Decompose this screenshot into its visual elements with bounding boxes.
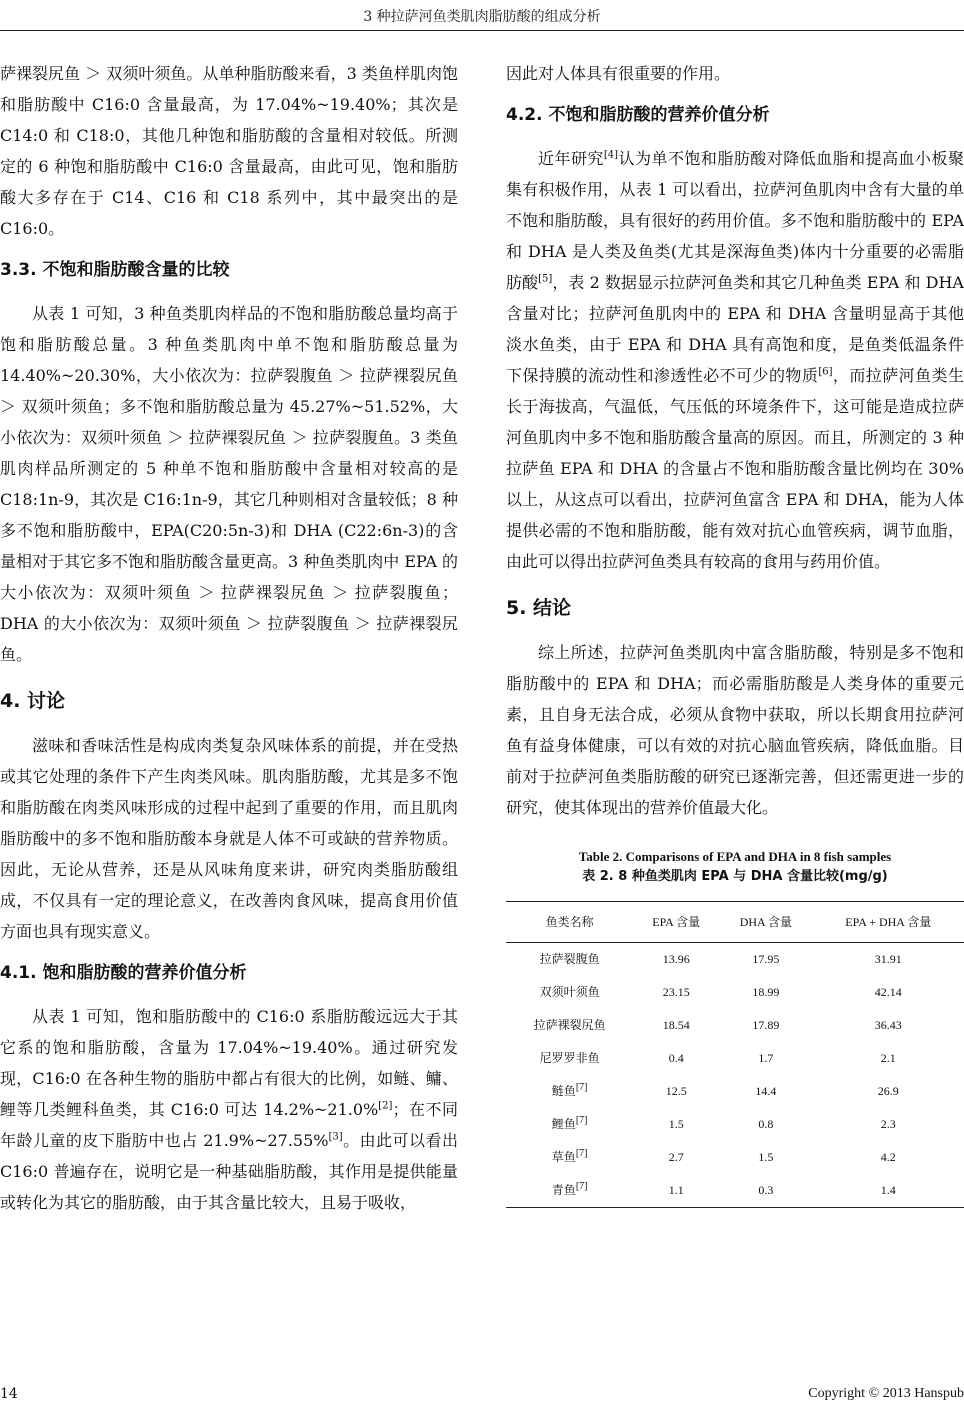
dha-cell-text: 0.3 [758, 1183, 774, 1197]
section-heading-5: 5. 结论 [506, 597, 572, 619]
citation-ref: [5] [538, 273, 553, 285]
table-caption [506, 847, 964, 887]
citation-ref: [3] [328, 1131, 343, 1143]
fish-name-cell [506, 1141, 633, 1174]
epa-cell [633, 1009, 719, 1042]
table-row [506, 1009, 964, 1042]
sum-cell-text: 31.91 [874, 952, 902, 966]
fish-name-cell-text: 鲢鱼 [551, 1084, 576, 1098]
fish-name-cell [506, 1075, 633, 1108]
dha-cell [719, 1075, 812, 1108]
dha-cell-text: 0.8 [758, 1117, 774, 1131]
sum-cell-text: 42.14 [874, 985, 902, 999]
paragraph-continued: 因此对人体具有很重要的作用。 [506, 64, 731, 83]
table-row [506, 1075, 964, 1108]
sum-cell-text: 4.2 [880, 1150, 896, 1164]
citation-ref: [7] [575, 1181, 588, 1192]
epa-cell-text: 13.96 [662, 952, 690, 966]
dha-cell [719, 943, 812, 977]
column-header: DHA 含量 [719, 902, 812, 943]
epa-cell [633, 1042, 719, 1075]
fish-name-cell-text: 鲤鱼 [551, 1117, 576, 1131]
table-row [506, 1174, 964, 1208]
fish-name-cell-text: 青鱼 [551, 1183, 576, 1197]
sum-cell [813, 1075, 964, 1108]
paragraph-discussion: 滋味和香味活性是构成肉类复杂风味体系的前提，并在受热或其它处理的条件下产生肉类风味。肌肉脂肪酸，尤其是多不饱和脂肪酸在肉类风味形成的过程中起到了重要的作用，而且肌肉脂肪酸中的多不饱和脂肪酸本身就是人体不可或缺的营养物质。因此，无论从营养，还是从风味角度来讲，研究肉类脂肪酸组成，不仅具有一定的理论意义，在改善肉食风味，提高食用价值方面也具有现实意义。 [0, 736, 458, 941]
epa-cell [633, 976, 719, 1009]
section-heading-4: 4. 讨论 [0, 690, 66, 712]
header-divider [0, 30, 964, 31]
dha-cell-text: 17.89 [752, 1018, 780, 1032]
citation-ref: [2] [378, 1100, 393, 1112]
fish-name-cell [506, 1042, 633, 1075]
table-row [506, 1108, 964, 1141]
dha-cell-text: 17.95 [752, 952, 780, 966]
dha-cell [719, 976, 812, 1009]
fish-name-cell-text: 草鱼 [551, 1150, 576, 1164]
fish-name-cell-text: 拉萨裸裂尻鱼 [533, 1018, 606, 1032]
epa-cell [633, 1108, 719, 1141]
text-run: 认为单不饱和脂肪酸对降低血脂和提高血小板聚集有积极作用，从表 1 可以看出，拉萨河鱼肌肉中含有大量的单不饱和脂肪酸，具有很好的药用价值。多不饱和脂肪酸中的 EPA 和 DHA 是人类及鱼类(尤其是深海鱼类)体内十分重要的必需脂肪酸 [506, 149, 964, 292]
sum-cell-text: 26.9 [877, 1084, 899, 1098]
table-caption-cn: 表 2. 8 种鱼类肌肉 EPA 与 DHA 含量比较(mg/g) [582, 869, 888, 884]
column-header: EPA + DHA 含量 [813, 902, 964, 943]
fish-name-cell [506, 943, 633, 977]
fish-name-cell-text: 拉萨裂腹鱼 [539, 952, 600, 966]
paragraph-conclusion: 综上所述，拉萨河鱼类肌肉中富含脂肪酸，特别是多不饱和脂肪酸中的 EPA 和 DHA；而必需脂肪酸是人类身体的重要元素，且自身无法合成，必须从食物中获取，所以长期食用拉萨河鱼有益身体健康，可以有效的对抗心脑血管疾病，降低血脂。目前对于拉萨河鱼类脂肪酸的研究已逐渐完善，但还需更进一步的研究，使其体现出的营养价值最大化。 [506, 643, 964, 817]
page-number: 14 [0, 1386, 18, 1402]
sum-cell-text: 1.4 [880, 1183, 896, 1197]
text-run: ，而拉萨河鱼类生长于海拔高，气温低，气压低的环境条件下，这可能是造成拉萨河鱼肌肉中多不饱和脂肪酸含量高的原因。而且，所测定的 3 种拉萨鱼 EPA 和 DHA 的含量占不饱和脂肪酸含量比例均在 30%以上，从这点可以看出，拉萨河鱼富含 EPA 和 DHA，能为人体提供必需的不饱和脂肪酸，能有效对抗心血管疾病，调节血脂，由此可以得出拉萨河鱼类具有较高的食用与药用价值。 [506, 366, 964, 571]
fish-name-cell [506, 1174, 633, 1208]
fish-name-cell [506, 976, 633, 1009]
epa-cell [633, 1075, 719, 1108]
text-run: ，表 2 数据显示拉萨河鱼类和其它几种鱼类 EPA 和 DHA 含量对比；拉萨河鱼肌肉中的 EPA 和 DHA 含量明显高于其他淡水鱼类，由于 EPA 和 DHA 具有高饱和度，是鱼类低温条件下保持膜的流动性和渗透性必不可少的物质 [506, 273, 964, 385]
dha-cell [719, 1108, 812, 1141]
epa-dha-table [506, 901, 964, 1208]
fish-name-cell-text: 尼罗罗非鱼 [539, 1051, 600, 1065]
citation-ref: [7] [575, 1115, 588, 1126]
table-header-row [506, 902, 964, 943]
section-heading-4-2: 4.2. 不饱和脂肪酸的营养价值分析 [506, 105, 770, 125]
epa-cell [633, 1141, 719, 1174]
epa-cell-text: 18.54 [662, 1018, 690, 1032]
column-header: EPA 含量 [633, 902, 719, 943]
epa-cell [633, 943, 719, 977]
citation-ref: [4] [603, 149, 619, 161]
paragraph-saturated-value [0, 1001, 458, 1218]
sum-cell [813, 1042, 964, 1075]
table-caption-en: Table 2. Comparisons of EPA and DHA in 8 fish samples [578, 849, 892, 864]
sum-cell-text: 2.3 [880, 1117, 896, 1131]
citation-ref: [6] [818, 366, 833, 378]
paragraph-unsaturated-value [506, 143, 964, 577]
sum-cell [813, 1141, 964, 1174]
text-run: 近年研究 [538, 149, 604, 168]
dha-cell-text: 1.7 [758, 1051, 774, 1065]
dha-cell [719, 1009, 812, 1042]
dha-cell-text: 1.5 [758, 1150, 774, 1164]
table-row [506, 1141, 964, 1174]
right-column [506, 58, 964, 1208]
epa-cell-text: 2.7 [668, 1150, 684, 1164]
dha-cell [719, 1174, 812, 1208]
sum-cell [813, 943, 964, 977]
table-row [506, 943, 964, 977]
citation-ref: [7] [575, 1082, 588, 1093]
text-run: 。由此可以看出 C16:0 普遍存在，说明它是一种基础脂肪酸，其作用是提供能量或转化为其它的脂肪酸，由于其含量比较大，且易于吸收， [0, 1131, 458, 1212]
copyright: Copyright © 2013 Hanspub [808, 1386, 964, 1401]
dha-cell-text: 18.99 [752, 985, 780, 999]
epa-cell-text: 0.4 [668, 1051, 684, 1065]
epa-cell-text: 1.5 [668, 1117, 684, 1131]
dha-cell-text: 14.4 [755, 1084, 777, 1098]
sum-cell [813, 1009, 964, 1042]
fish-name-cell [506, 1009, 633, 1042]
dha-cell [719, 1141, 812, 1174]
sum-cell-text: 2.1 [880, 1051, 896, 1065]
section-heading-4-1: 4.1. 饱和脂肪酸的营养价值分析 [0, 963, 247, 983]
epa-cell-text: 12.5 [665, 1084, 687, 1098]
epa-cell-text: 23.15 [662, 985, 690, 999]
section-heading-3-3: 3.3. 不饱和脂肪酸含量的比较 [0, 260, 230, 280]
sum-cell [813, 1108, 964, 1141]
epa-cell [633, 1174, 719, 1208]
text-run: 从表 1 可知，饱和脂肪酸中的 C16:0 系脂肪酸远远大于其它系的饱和脂肪酸，含量为 17.04%~19.40%。通过研究发现，C16:0 在各种生物的脂肪中都占有很大的比例，如鲢、鳙、鲤等几类鲤科鱼类，其 C16:0 可达 14.2%~21.0% [0, 1007, 458, 1119]
sum-cell [813, 976, 964, 1009]
running-header: 3 种拉萨河鱼类肌肉脂肪酸的组成分析 [363, 9, 601, 25]
dha-cell [719, 1042, 812, 1075]
paragraph-continued: 萨裸裂尻鱼 ＞ 双须叶须鱼。从单种脂肪酸来看，3 类鱼样肌肉饱和脂肪酸中 C16:0 含量最高，为 17.04%~19.40%；其次是 C14:0 和 C18:0，其他几种饱和脂肪酸的含量相对较低。所测定的 6 种饱和脂肪酸中 C16:0 含量最高，由此可见，饱和脂肪酸大多存在于 C14、C16 和 C18 系列中，其中最突出的是 C16:0。 [0, 64, 458, 238]
text-run: ；在不同年龄儿童的皮下脂肪中也占 21.9%~27.55% [0, 1100, 458, 1150]
table-row [506, 976, 964, 1009]
table-body [506, 943, 964, 1208]
table-row [506, 1042, 964, 1075]
epa-cell-text: 1.1 [668, 1183, 684, 1197]
citation-ref: [7] [575, 1148, 588, 1159]
paragraph-unsaturated-comparison: 从表 1 可知，3 种鱼类肌肉样品的不饱和脂肪酸总量均高于饱和脂肪酸总量。3 种鱼类肌肉中单不饱和脂肪酸总量为 14.40%~20.30%，大小依次为：拉萨裂腹鱼 ＞ 拉萨裸裂尻鱼 ＞ 双须叶须鱼；多不饱和脂肪酸总量为 45.27%~51.52%，大小依次为：双须叶须鱼 ＞ 拉萨裸裂尻鱼 ＞ 拉萨裂腹鱼。3 类鱼肌肉样品所测定的 5 种单不饱和脂肪酸中含量相对较高的是 C18:1n-9，其次是 C16:1n-9，其它几种则相对含量较低；8 种多不饱和脂肪酸中，EPA(C20:5n-3)和 DHA (C22:6n-3)的含量相对于其它多不饱和脂肪酸含量更高。3 种鱼类肌肉中 EPA 的大小依次为：双须叶须鱼 ＞ 拉萨裸裂尻鱼 ＞ 拉萨裂腹鱼；DHA 的大小依次为：双须叶须鱼 ＞ 拉萨裂腹鱼 ＞ 拉萨裸裂尻鱼。 [0, 304, 458, 664]
column-header: 鱼类名称 [506, 902, 633, 943]
fish-name-cell-text: 双须叶须鱼 [539, 985, 600, 999]
left-column [0, 58, 458, 1224]
sum-cell-text: 36.43 [874, 1018, 902, 1032]
fish-name-cell [506, 1108, 633, 1141]
sum-cell [813, 1174, 964, 1208]
